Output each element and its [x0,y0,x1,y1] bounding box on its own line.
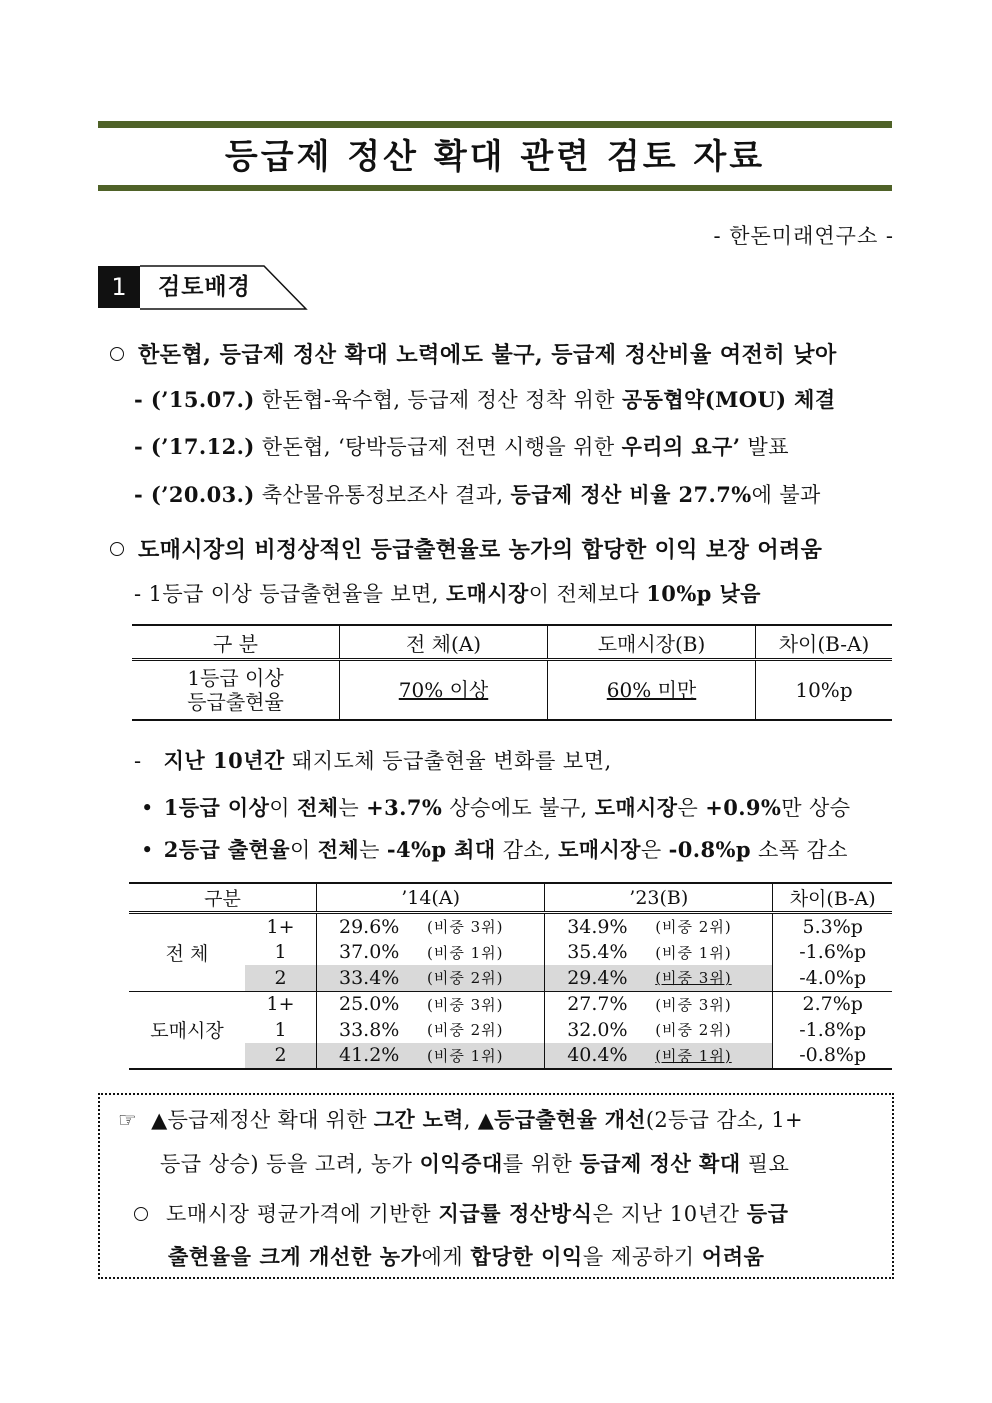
rank-2014: (비중 1위) [427,1043,545,1070]
group-name: 전 체 [129,913,245,992]
note-3c: 은 지난 10년간 [592,1202,747,1226]
note-4d: 을 제공하기 [582,1245,702,1269]
point-3-bold: 지난 10년간 [163,748,285,773]
value-2014: 41.2% [317,1043,428,1070]
row-label-line-2: 등급출현율 [187,690,284,714]
point-1-heading [110,338,837,369]
cell-total [340,660,548,721]
item-text: 축산물유통정보조사 결과, [254,483,511,507]
note-2c: 를 위한 [502,1152,580,1176]
table-header-row [132,625,892,660]
rank-2023-text: (비중 3위) [655,969,732,988]
item-tail: 발표 [740,435,789,459]
circle-bullet-icon [110,542,124,556]
diff-value: 2.7%p [773,991,892,1017]
grade-cell: 1+ [266,993,295,1016]
b1-f: 상승에도 불구, [442,796,595,820]
point-3-heading [134,745,612,775]
note-1d: ▲등급출현율 개선 [477,1107,646,1132]
point-2-heading [110,533,822,564]
note-3a: 도매시장 평균가격에 기반한 [166,1202,439,1226]
b1-j: 만 상승 [781,796,851,820]
note-line-2 [160,1148,789,1178]
header-category: 구분 [129,883,317,913]
note-line-3 [134,1198,789,1228]
sub-text-b: 도매시장 [445,581,529,606]
note-4c: 합당한 이익 [470,1244,583,1269]
value-2023: 34.9% [545,913,656,940]
header-category: 구 분 [132,625,340,660]
note-2d: 등급제 정산 확대 [579,1151,741,1176]
rank-2023: (비중 2위) [655,1021,732,1040]
note-4e: 어려움 [701,1244,765,1269]
section-label: 검토배경 [158,274,251,300]
value-2023: 40.4% [545,1043,656,1070]
pointing-hand-icon: ☞ [118,1108,138,1132]
value-2023: 27.7% [545,991,656,1017]
item-date: - (’17.12.) [134,434,255,459]
note-line-1 [118,1104,803,1134]
value-2023: 32.0% [545,1017,656,1043]
grade-cell: 2 [245,1043,317,1070]
table-row [129,913,892,940]
note-4b: 에게 [421,1245,471,1269]
note-1b: 그간 노력 [373,1107,464,1132]
value-2023: 29.4% [545,965,656,991]
cell-wholesale-value: 60% 미만 [606,678,697,702]
row-label [132,660,340,721]
rank-2023: (비중 2위) [655,918,732,937]
circle-bullet-icon [134,1207,148,1221]
value-2014: 37.0% [317,940,428,966]
b2-b: 이 [289,838,318,862]
point-2-sub [134,578,761,608]
item-tail: 에 불과 [751,483,821,507]
section-number: 1 [98,266,140,308]
b2-f: 감소, [495,838,559,862]
grade-cell: 1+ [266,915,295,938]
b2-e: -4%p 최대 [386,837,496,862]
point-3-bullet-1 [141,792,850,822]
header-2014: ’14(A) [317,883,545,913]
sub-text-c: 이 전체보다 [528,582,647,606]
b1-a: 1등급 이상 [163,795,270,820]
grade-cell: 2 [245,965,317,991]
grade-comparison-table [132,624,892,721]
table-row [132,660,892,721]
rank-2023 [655,1043,773,1070]
value-2014: 33.4% [317,965,428,991]
b2-a: 2등급 출현율 [163,837,290,862]
header-total: 전 체(A) [340,625,548,660]
point-2-text: 도매시장의 비정상적인 등급출현율로 농가의 합당한 이익 보장 어려움 [138,537,823,563]
cell-wholesale [548,660,756,721]
note-2b: 이익증대 [419,1151,503,1176]
rank-2014: (비중 2위) [427,965,545,991]
item-text: 한돈협, ‘탕박등급제 전면 시행을 위한 [254,435,622,459]
rank-2023: (비중 3위) [655,995,732,1014]
point-1-text: 한돈협, 등급제 정산 확대 노력에도 불구, 등급제 정산비율 여전히 낮아 [138,342,837,368]
cell-total-value: 70% 이상 [398,678,489,702]
sub-text-d: 10%p 낮음 [646,581,761,606]
table-header-row [129,883,892,913]
header-diff: 차이(B-A) [773,883,892,913]
diff-value: -0.8%p [773,1043,892,1070]
b2-c: 전체 [317,837,360,862]
page-title: 등급제 정산 확대 관련 검토 자료 [224,137,766,177]
rank-2014: (비중 3위) [427,918,504,937]
sub-text-a: - 1등급 이상 등급출현율을 보면, [134,582,446,606]
organization: - 한돈미래연구소 - [713,224,894,248]
b1-b: 이 [269,796,298,820]
point-1-item-3 [134,479,821,509]
b2-d: 는 [359,838,387,862]
value-2023: 35.4% [545,940,656,966]
item-date: - (’20.03.) [134,482,255,507]
rank-2023 [655,965,773,991]
point-1-item-1 [134,384,836,414]
title-rule-bottom [98,185,892,191]
header-2023: ’23(B) [545,883,773,913]
point-3-bullet-2 [141,834,848,864]
point-3-text: 돼지도체 등급출현율 변화를 보면, [284,749,612,773]
dash: - [134,749,142,773]
note-2a: 등급 상승) 등을 고려, 농가 [160,1152,420,1176]
diff-value: -4.0%p [773,965,892,991]
b1-h: 은 [677,796,706,820]
rank-2023-text: (비중 1위) [655,1046,732,1065]
note-2e: 필요 [740,1152,790,1176]
b1-g: 도매시장 [594,795,678,820]
item-bold: 등급제 정산 비율 27.7% [510,482,752,507]
item-date: - (’15.07.) [134,387,255,412]
point-1-item-2 [134,431,789,461]
grade-cell: 1 [274,941,287,964]
b2-h: 은 [640,838,669,862]
note-line-4 [168,1241,765,1271]
grade-cell: 1 [274,1018,287,1041]
b2-g: 도매시장 [558,837,641,862]
note-3b: 지급률 정산방식 [438,1201,593,1226]
circle-bullet-icon [110,347,124,361]
table-row [129,991,892,1017]
diff-value: -1.6%p [773,940,892,966]
grade-change-table [129,882,892,1070]
rank-2014: (비중 2위) [427,1021,504,1040]
cell-diff: 10%p [756,660,893,721]
b1-i: +0.9% [705,795,782,820]
row-label-line-1: 1등급 이상 [187,666,284,690]
group-name: 도매시장 [129,991,245,1069]
note-4a: 출현율을 크게 개선한 농가 [168,1244,422,1269]
note-3d: 등급 [746,1201,789,1226]
b2-i: -0.8%p [668,837,751,862]
header-wholesale: 도매시장(B) [548,625,756,660]
note-1a: ▲등급제정산 확대 위한 [151,1108,374,1132]
b2-j: 소폭 감소 [750,838,848,862]
note-1e: (2등급 감소, 1+ [645,1108,803,1132]
diff-value: -1.8%p [773,1017,892,1043]
item-bold: 우리의 요구’ [621,434,741,459]
diff-value: 5.3%p [773,913,892,940]
header-diff: 차이(B-A) [756,625,893,660]
rank-2014: (비중 3위) [427,995,504,1014]
rank-2023: (비중 1위) [655,943,732,962]
item-text: 한돈협-육수협, 등급제 정산 정착 위한 [254,388,622,412]
b1-e: +3.7% [366,795,443,820]
note-1c: , [463,1108,478,1132]
b1-d: 는 [338,796,367,820]
item-bold: 공동협약(MOU) 체결 [622,387,836,412]
value-2014: 33.8% [317,1017,428,1043]
dot-bullet-icon: • [141,838,154,862]
b1-c: 전체 [297,795,339,820]
value-2014: 25.0% [317,991,428,1017]
rank-2014: (비중 1위) [427,943,504,962]
dot-bullet-icon: • [141,796,154,820]
value-2014: 29.6% [317,913,428,940]
title-rule-top [98,121,892,128]
